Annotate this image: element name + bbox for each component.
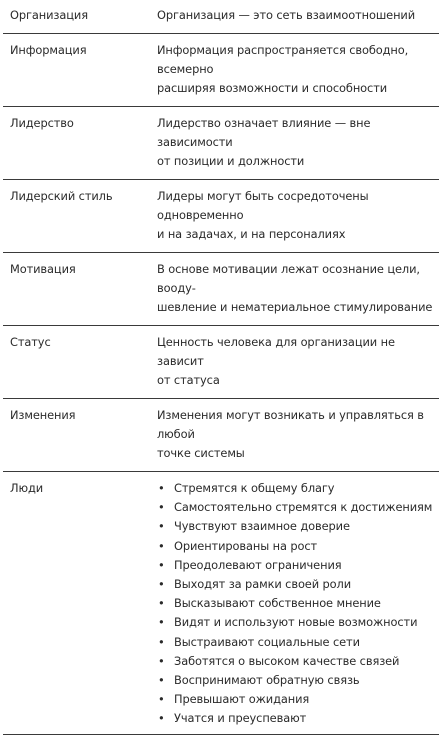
bullet-list-item [157,671,435,690]
bullet-icon: • [158,538,165,553]
row-term: Люди [10,481,44,495]
row-term: Мотивация [10,262,76,276]
row-description [157,260,439,317]
bullet-icon: • [158,557,165,572]
bullet-list-item [157,575,435,594]
bullet-list-item [157,633,435,652]
description-line: от статуса [157,373,220,387]
bullet-list-item [157,498,435,517]
bullet-text: Высказывают собственное мнение [174,596,381,611]
bullet-list-item [157,613,435,632]
description-line: В основе мотивации лежат осознание цели, вооду- [157,262,420,295]
table-row [3,0,439,34]
bullet-text: Самостоятельно стремятся к достижениям [174,500,433,515]
row-term: Лидерский стиль [10,189,113,203]
bullet-text: Стремятся к общему благу [174,481,335,495]
table-row [3,107,439,180]
bullet-icon: • [158,673,165,688]
bullet-text: Заботятся о высоком качестве связей [174,653,400,668]
description-line: точке системы [157,446,245,460]
bullet-icon: • [158,615,165,630]
row-term: Информация [10,43,87,57]
description-line: Ценность человека для организации не зависит [157,335,395,368]
row-term: Изменения [10,408,76,422]
bullet-icon: • [158,653,165,668]
bullet-list-item [157,709,435,728]
people-list-container [157,479,439,729]
description-line: Организация — это сеть взаимоотношений [157,8,416,22]
comparison-table [3,0,439,735]
description-line: расширяя возможности и способности [157,81,388,95]
bullet-icon: • [158,577,165,592]
bullet-text: Воспринимают обратную связь [174,673,360,688]
table-row [3,180,439,253]
bullet-list-item [157,517,435,536]
description-line: Лидеры могут быть сосредоточены одновременно [157,189,369,222]
bullet-text: Учатся и преуспевают [174,711,307,726]
bullet-icon: • [158,500,165,515]
bullet-icon: • [158,596,165,611]
table-row [3,326,439,399]
row-description [157,6,439,25]
bullet-list-item [157,594,435,613]
bullet-text: Чувствуют взаимное доверие [174,519,350,534]
bullet-icon: • [158,692,165,707]
row-description [157,114,439,171]
description-line: Информация распространяется свободно, всемерно [157,43,409,76]
description-line: и на задачах, и на персоналиях [157,227,346,241]
table-row [3,34,439,107]
row-description [157,406,439,463]
bullet-text: Ориентированы на рост [174,538,318,553]
description-line: Лидерство означает влияние — вне зависимости [157,116,371,149]
bullet-icon: • [158,519,165,534]
description-line: шевление и нематериальное стимулирование [157,300,433,314]
table-row [3,253,439,326]
people-bullet-list [157,479,435,729]
bullet-text: Видят и используют новые возможности [174,615,418,630]
bullet-text: Преодолевают ограничения [174,557,342,572]
description-line: Изменения могут возникать и управляться в любой [157,408,424,441]
bullet-icon: • [158,711,165,726]
bullet-text: Выходят за рамки своей роли [174,577,352,592]
bullet-text: Выстраивают социальные сети [174,634,360,649]
row-description [157,41,439,98]
table-row [3,399,439,472]
bullet-list-item [157,690,435,709]
row-description [157,187,439,244]
bullet-icon: • [158,481,165,495]
row-description [157,333,439,390]
bullet-list-item [157,479,435,498]
bullet-list-item [157,537,435,556]
row-term: Статус [10,335,51,349]
bullet-text: Превышают ожидания [174,692,310,707]
bullet-icon: • [158,634,165,649]
bullet-list-item [157,556,435,575]
row-term: Лидерство [10,116,74,130]
table-row-people [3,472,439,735]
row-term: Организация [10,8,88,22]
description-line: от позиции и должности [157,154,305,168]
bullet-list-item [157,652,435,671]
